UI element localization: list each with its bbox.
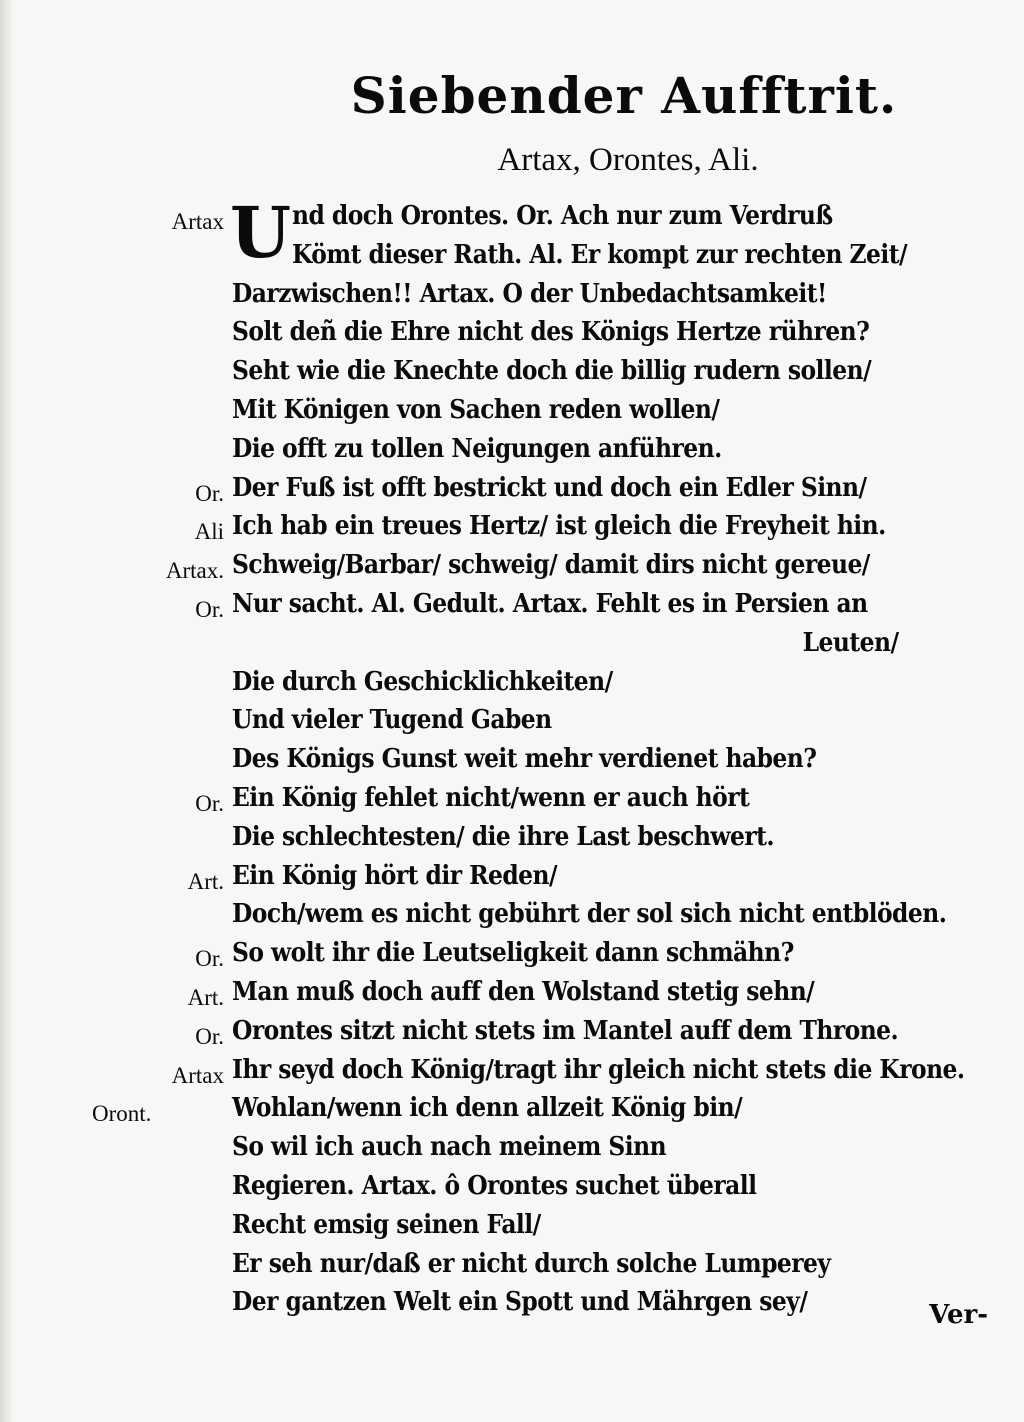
verse-line [0,1089,1024,1128]
verse-line [0,934,1024,973]
verse-line [0,740,1024,779]
speaker-label: Art. [187,868,224,894]
speaker-label: Artax. [165,558,224,584]
verse-text: Mit Königen von Sachen reden wollen/ [232,394,720,425]
speaker-label: Oront. [92,1101,152,1127]
verse-line [0,857,1024,896]
verse-text: Kömt dieser Rath. Al. Er kompt zur rechten Zeit/ [292,239,908,270]
speaker-label: Art. [187,984,224,1010]
verse-text: Schweig/Barbar/ schweig/ damit dirs nicht gereue/ [232,550,870,581]
verse-text: Regieren. Artax. ô Orontes suchet überall [232,1170,757,1201]
scene-cast-list: Artax, Orontes, Ali. [497,142,759,178]
verse-line [0,391,1024,430]
verse-line [0,663,1024,702]
verse-text: Nur sacht. Al. Gedult. Artax. Fehlt es in Persien an [232,588,868,619]
verse-line [0,430,1024,469]
verse-line [0,973,1024,1012]
verse-line [0,1206,1024,1245]
verse-line [0,1128,1024,1167]
verse-line [0,701,1024,740]
verse-text: Die durch Geschicklichkeiten/ [232,666,613,697]
scene-title: Siebender Aufftrit. [350,66,898,125]
speaker-label: Or. [195,1023,224,1049]
verse-text: Ein König hört dir Reden/ [232,860,558,891]
verse-line [0,197,1024,236]
verse-text: Seht wie die Knechte doch die billig rudern sollen/ [232,356,872,387]
verse-line [0,469,1024,508]
speaker-label: Or. [195,596,224,622]
speaker-label: Or. [195,790,224,816]
verse-text: Man muß doch auff den Wolstand stetig sehn/ [232,976,815,1007]
verse-text: Leuten/ [802,627,898,658]
speaker-label: Artax [171,209,224,234]
verse-text: Darzwischen!! Artax. O der Unbedachtsamkeit! [232,278,827,309]
verse-text: Solt deñ die Ehre nicht des Königs Hertze rühren? [232,317,870,348]
verse-text: nd doch Orontes. Or. Ach nur zum Verdruß [292,201,833,231]
drop-capital: U [230,191,292,274]
verse-line [0,624,1024,663]
verse-text: Er seh nur/daß er nicht durch solche Lumperey [232,1248,831,1279]
verse-line [0,546,1024,585]
verse-line [0,352,1024,391]
verse-text: Wohlan/wenn ich denn allzeit König bin/ [232,1093,743,1124]
verse-line [0,1012,1024,1051]
speaker-label: Artax [171,1062,224,1088]
verse-line [0,1283,1024,1322]
verse-text: Die schlechtesten/ die ihre Last beschwert. [232,821,775,852]
verse-text: Der gantzen Welt ein Spott und Mährgen sey/ [232,1287,808,1318]
verse-text: Ein König fehlet nicht/wenn er auch hört [232,782,750,813]
catchword: Ver- [929,1300,988,1330]
verse-text: Doch/wem es nicht gebührt der sol sich nicht entblöden. [232,899,947,930]
verse-line [0,236,1024,275]
speaker-label: Or. [195,946,224,972]
verse-line [0,779,1024,818]
verse-line [0,313,1024,352]
verse-line [0,507,1024,546]
verse-text: So wil ich auch nach meinem Sinn [232,1132,667,1163]
verse-text: Ihr seyd doch König/tragt ihr gleich nicht stets die Krone. [232,1054,965,1085]
verse-line [0,818,1024,857]
dialogue-lines [0,191,1024,1322]
verse-text: Ich hab ein treues Hertz/ ist gleich die Freyheit hin. [232,511,886,542]
verse-line [0,1051,1024,1090]
verse-text: Des Königs Gunst weit mehr verdienet haben? [232,744,817,775]
verse-text: Recht emsig seinen Fall/ [232,1209,541,1240]
verse-text: Der Fuß ist offt bestrickt und doch ein Edler Sinn/ [232,472,867,503]
verse-line [0,1245,1024,1284]
verse-text: Und vieler Tugend Gaben [232,705,552,736]
verse-text: Orontes sitzt nicht stets im Mantel auff dem Throne. [232,1015,899,1046]
verse-text: So wolt ihr die Leutseligkeit dann schmähn? [232,938,794,969]
verse-line [0,585,1024,624]
speaker-label: Ali [194,519,224,545]
verse-line [0,1167,1024,1206]
verse-line [0,895,1024,934]
speaker-label: Or. [195,480,224,506]
verse-text: Die offt zu tollen Neigungen anführen. [232,433,722,464]
verse-line [0,275,1024,314]
